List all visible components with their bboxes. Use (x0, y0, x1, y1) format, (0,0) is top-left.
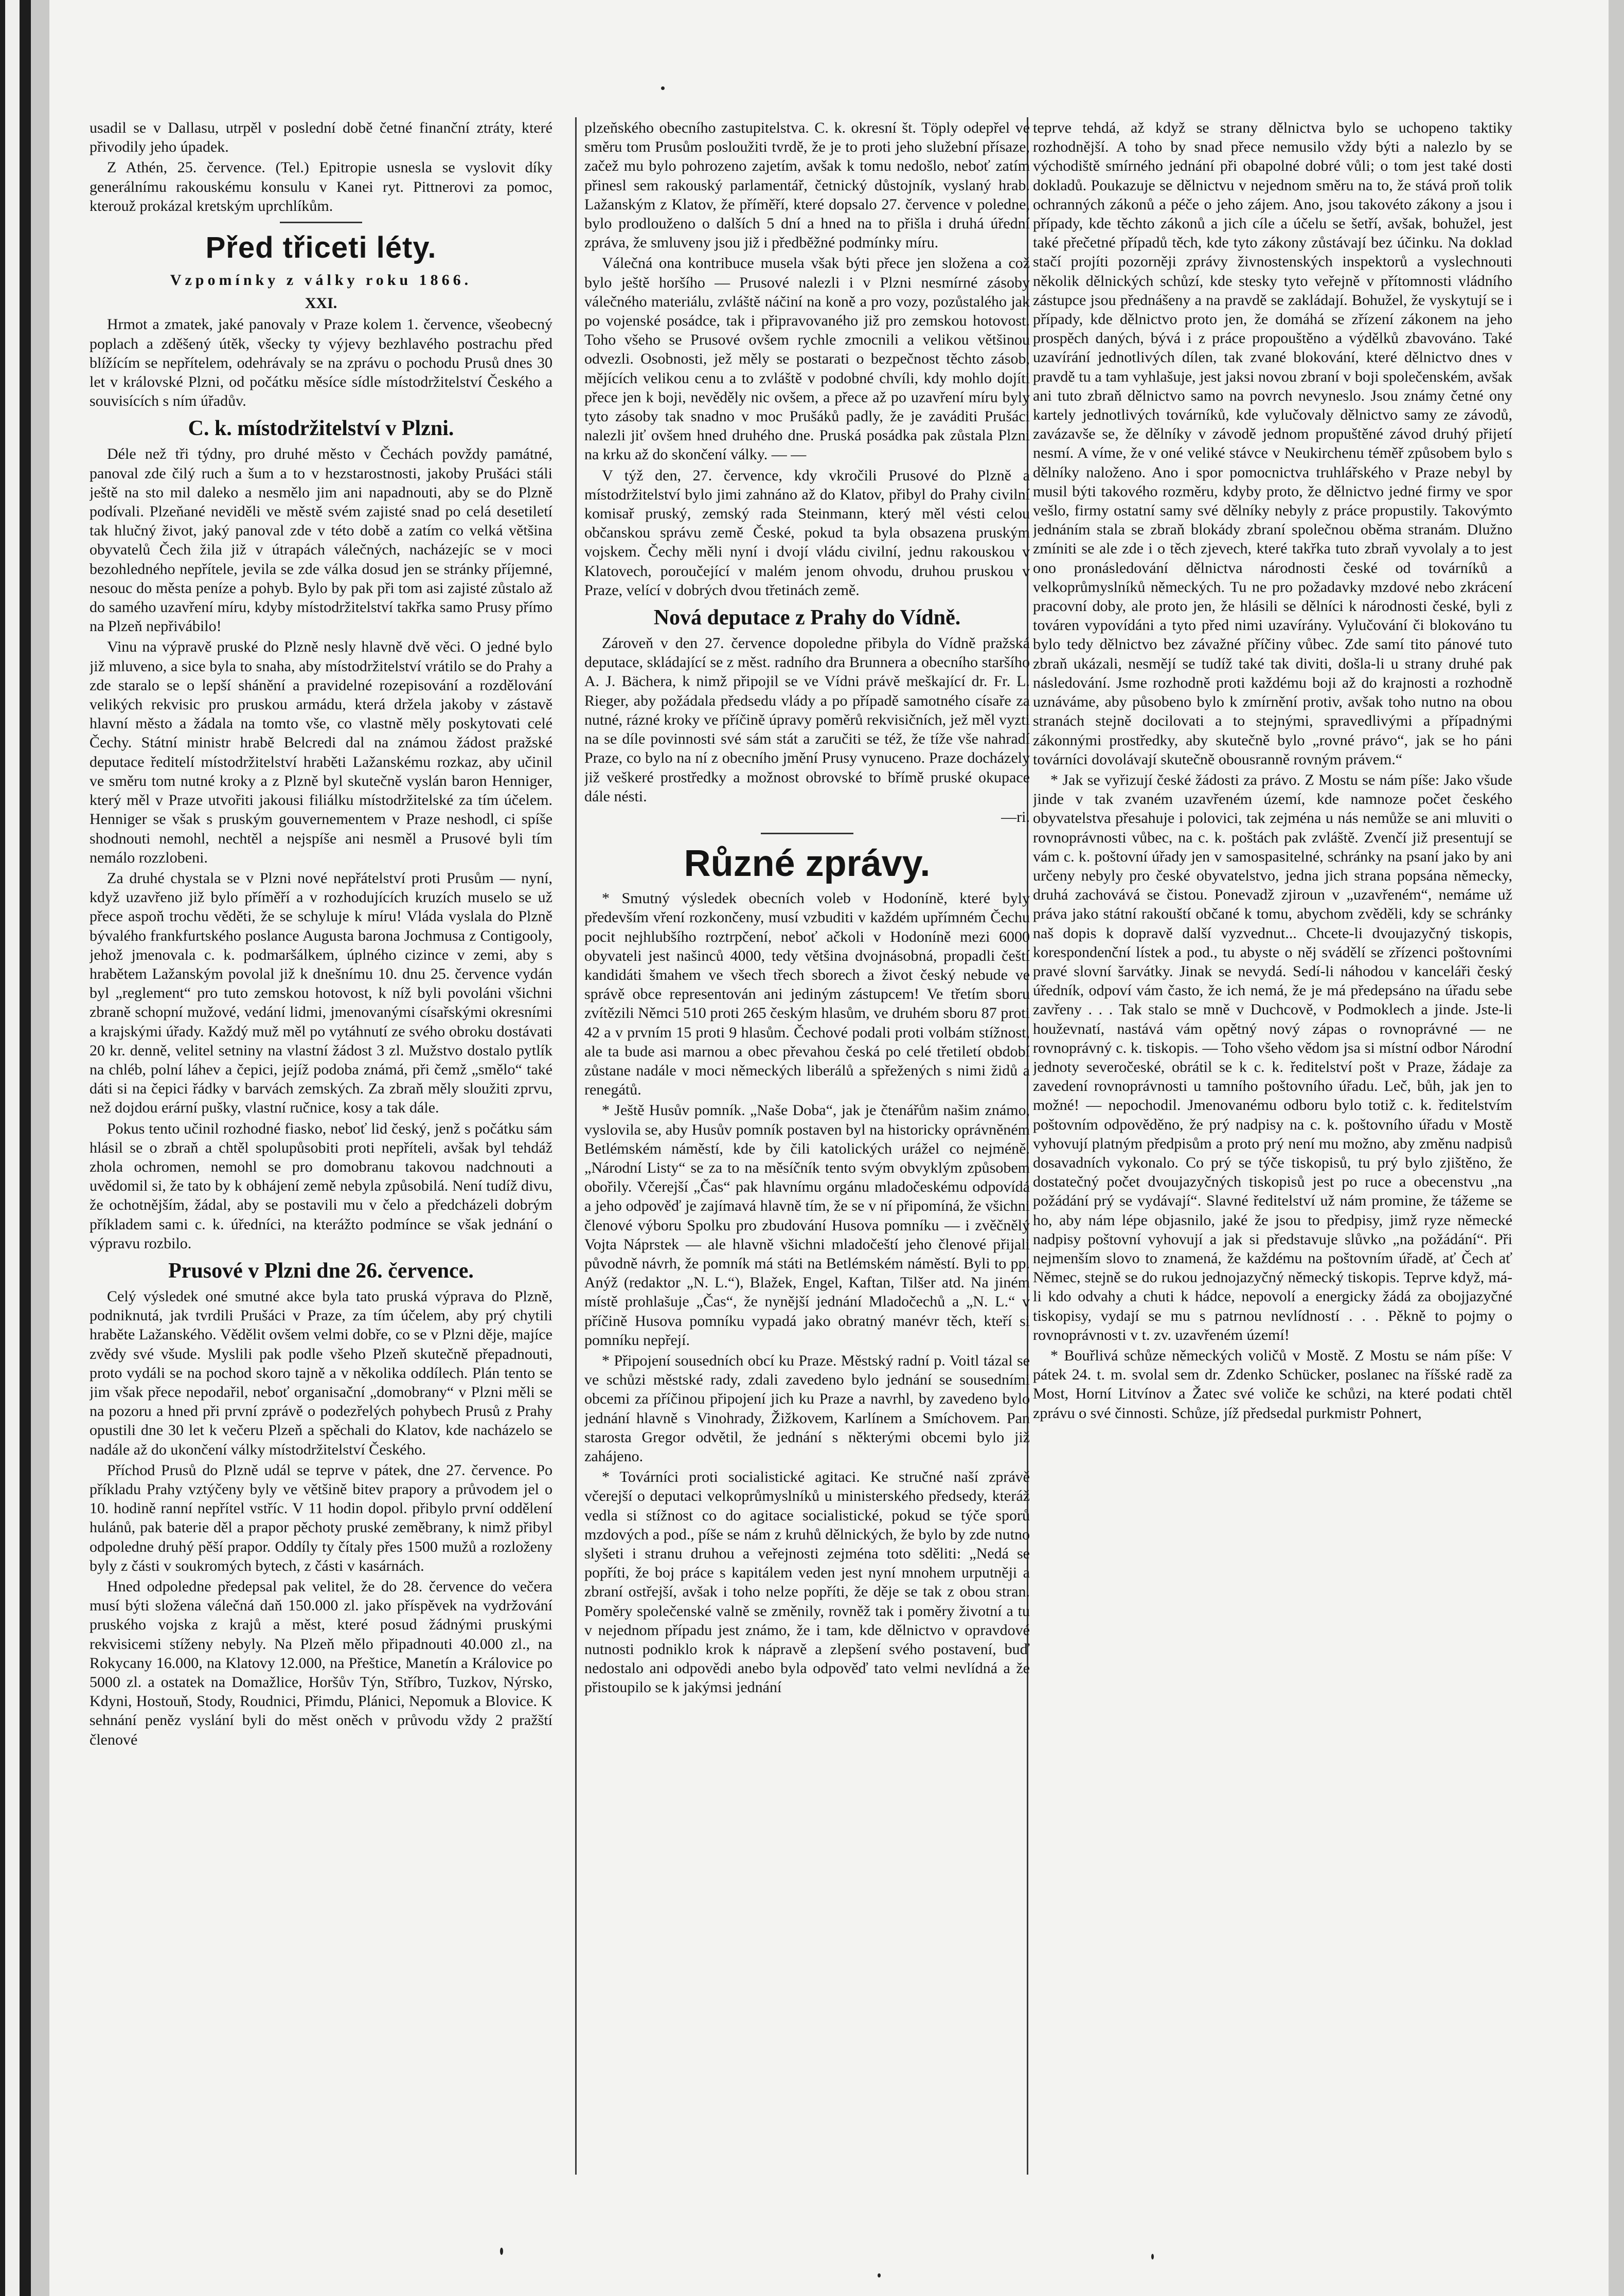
paragraph: Za druhé chystala se v Plzni nové nepřátelství proti Prusům — nyní, když uzavřeno již bylo příměří a v rozhodujících kruzích muselo se už přece aspoň trochu věděti, že se schyluje k míru! Vláda vyslala do Plzně bývalého frankfurtského poslance Augusta barona Jochmusa z Contigooly, jehož jmenovala c. k. podmaršálkem, úplného cizince v zemi, aby s hrabětem Lažanským povolal již k dnešnímu 10. dnu 25. července vydán byl „reglement“ pro tuto zemskou hotovost, k níž byli povoláni všichni zbraně schopní mužové, vedání lidmi, jmenovanými císařskými okresními a krajskými úřady. Každý muž měl po vytáhnutí ze svého obroku dostávati 20 kr. denně, velitel setniny na vlastní žádost 3 zl. Mužstvo dostalo pytlík na chléb, polní láhev a čepici, jejíž podoba známá, při čemž „smělo“ také dáti si na čepici řádky v barvách zemských. Za zbraň měly sloužiti zprvu, než dojdou erární pušky, vlastní ručnice, kosy a tak dále. (90, 869, 552, 1117)
article-part-number: XXI. (305, 295, 337, 312)
paragraph: Déle než tři týdny, pro druhé město v Čechách povždy památné, panoval zde čilý ruch a šum a to v hezstarostnosti, jakoby Prušáci stáli ještě na sto mil daleko a nesmělo jim ani napadnouti, aby se do Plzně podívali. Plzeňané neviděli ve městě svém zajisté snad po celá desetiletí tak hlučný život, jaký panoval zde v této době a zatím co velká většina obyvatelů Čech žila již v útrapách válečných, nacházejíc se v moci bezohledného nepřítele, jevila se zde válka dosud jen se stránky příjemné, nesouc do města peníze a pohyb. Bylo by pak při tom asi zajisté zůstalo až do samého uzavření míru, kdyby místodržitelství takřka samo Prusy přímo na Plzeň nepřivábilo! (90, 445, 552, 635)
paragraph: Zároveň v den 27. července dopoledne přibyla do Vídně pražská deputace, skládající se z měst. radního dra Brunnera a obecního staršího A. J. Bächera, k nimž připojil se ve Vídni právě meškající dr. Fr. L. Rieger, aby požádala předsedu vlády a po případě samotného císaře za nutné, rázné kroky ve příčině úpravy poměrů rekvisičních, jež měl vyzti na se díle povinnosti své sám stát a zaručiti se též, že tíže vše nahradí Praze, co bylo na ní z obecního jmění Prusy vynuceno. Praze docházely již veškeré prostředky a možnost obrovské to břímě pruské okupace dále nésti. (584, 635, 1030, 805)
author-signature: —ri. (1001, 808, 1030, 826)
section-heading: C. k. místodržitelství v Plzni. (188, 417, 454, 441)
column-1 (90, 118, 552, 2222)
column-3 (1033, 118, 1512, 2222)
scan-edge-prev-page (5, 0, 20, 2296)
paragraph: Celý výsledek oné smutné akce byla tato pruská výprava do Plzně, podniknutá, jak tvrdili Prušáci v Praze, za tím účelem, aby prý chytili hraběte Lažanského. Vědělit ovšem velmi dobře, co se v Plzni děje, majíce zvědy své všude. Myslili pak podle všeho Plzeň skutečně přepadnouti, proto vydáli se na pochod skoro tajně a v několika oddílech. Plán tento se jim však přece nepodařil, neboť organisační „domobrany“ v Plzni měli se na pozoru a hned při první zprávě o podezřelých pohybech Prusů z Prahy opustili dne 30 let k večeru Plzeň a spěchali do Klatov, kde nacházelo se nadále až do ukončení války místodržitelství Českého. (90, 1287, 552, 1458)
news-item: * Připojení sousedních obcí ku Praze. Městský radní p. Voitl tázal se ve schůzi městské rady, zdali zavedeno bylo jednání se sousedními obcemi za příčinou připojení jich ku Praze a navrhl, by zavedeno bylo jednání hlavně s Vinohrady, Žižkovem, Karlínem a Smíchovem. Pan starosta Gregor odvětil, že jednání s některými obcemi bylo již zahájeno. (584, 1352, 1030, 1465)
news-item: * Jak se vyřizují české žádosti za právo. Z Mostu se nám píše: Jako všude jinde v tak zvaném uzavřeném území, kde namnoze počet českého obyvatelstva přesahuje i polovici, tak zejména u nás nemůže se ani mluviti o rovnoprávnosti vůbec, na c. k. poštách pak zvláště. Zvenčí již presentují se vám c. k. poštovní úřady jen v samospasitelné, schránky na psaní jako by ani určeny nebyly pro české obyvatelstvo, jedna jich strana popsána německy, druhá zachovává se čistou. Ponevadž zjiroun v „uzavřeném“, nemáme už práva jako státní rakouští občané k tomu, abychom zvěděli, kdy se schránky naš dopis k dopravě další vyzvednut... Chcete-li dvoujazyčný tiskopis, korespondenční lístek a pod., tu abyste o něj svádělí se zřízenci poštovními pravé slovní šarvátky. Jinak se nevydá. Sedí-li náhodou v kanceláři český úředník, odpoví vám často, že ich nemá, že je má předepsáno na úřadu sebe zavřeny . . . Tak stalo se mně v Duchcově, v Podmoklech a jinde. Jste-li houževnatí, nastává vám opětný nový zápas o rovnoprávné — ne rovnoprávný c. k. tiskopis. — Toho všeho vědom jsa si místní odbor Národní jednoty severočeské, obrátil se k c. k. ředitelství pošt v Praze, žádaje za zavedení rovnoprávnosti u tamního poštovního úřadu. Leč, bůh, jak jen to možné! — nepochodil. Jmenovanému odboru bylo totiž c. k. ředitelstvím poštovním odpověděno, že prý nadpisy na c. k. poštovního úřadu v Mostě vyhovují platným předpisům a proto prý není mu možno, aby změnu nadpisů dosavadních vykonalo. Co prý se týče tiskopisů, tu prý bylo zjištěno, že dostatečný počet dvoujazyčných tiskopisů jest po ruce a obecenstvu „na požádání prý se vydávají“. Slavné ředitelství už nám promine, že tážeme se ho, aby nám lépe objasnilo, jaké že jsou to předpisy, jimž ryze německé nadpisy poštovní vyhovují a jak si představuje slůvko „na požádání“. Při nejmenším slovo to znamená, že každému na poštovním úřadě, ať Čech ať Němec, stejně se do rukou jednojazyčný německý tiskopis. Teprve když, má-li kdo odvahy a chuti k hádce, nepovolí a energicky žádá za obojjazyčné tiskopisy, vydají se mu s patrnou nevlídností . . . Pěkně to pojmy o rovnoprávnosti v t. zv. uzavřeném území! (1033, 771, 1512, 1343)
column-2 (584, 118, 1030, 2222)
column-rule-1 (575, 117, 577, 2175)
article-heading: Nová deputace z Prahy do Vídně. (653, 606, 961, 630)
paragraph: Válečná ona kontribuce musela však býti přece jen složena a což bylo ještě horšího — Prusové nalezli i v Plzni nesmírné zásoby válečného materiálu, zvláště náčiní na koně a pro vozy, pozůstalého jak po vojenské posádce, tak i připravovaného již pro zemskou hotovost. Toho všeho se Prusové ovšem rychle zmocnili a velikou většinou odvezli. Osobnosti, jež měly se postarati o bezpečnost těchto zásob, mějících velikou cenu a to zvláště v podobné chvíli, kdy mohlo dojíti přece jen k boji, nevěděly nic ovšem, a přece až po uzavření míru byly tyto zásoby tak snadno v moc Prušáků padly, že je zaváditi Prušáci nalezli jiť ovšem hned druhého dne. Pruská posádka pak zůstala Plzni na krku až do skončení války. — — (584, 255, 1030, 463)
article-subheading: Vzpomínky z války roku 1866. (170, 272, 472, 289)
news-item: * Smutný výsledek obecních voleb v Hodoníně, které byly především vření rozkončeny, musí vzbuditi v každém upřímném Čechu pocit nejhlubšího roztrpčení, neboť ačkoli v Hodoníně mezi 6000 obyvateli jest našinců 4000, tedy většina dvojnásobná, propadli čeští kandidáti šmahem ve všech třech sborech a život český nebude ve správě obce representován ani jediným zástupcem! Ve třetím sboru zvítězili Němci 510 proti 265 českým hlasům, ve druhém sboru 87 proti 42 a v prvním 15 proti 9 hlasům. Čechové podali proti volbám stížnost, ale ta bude asi marnou a obec převahou česká po celé třetiletí období zůstane nadále v moci německých liberálů a spřežených s nimi židů a renegátů. (584, 890, 1030, 1099)
divider (761, 833, 853, 834)
news-item: * Továrníci proti socialistické agitaci. Ke stručné naší zprávě včerejší o deputaci velkoprůmyslníků u ministerského předsedy, kteráž vedla si stížnost co do agitace socialistické, pokud se týče sporů mzdových a pod., píše se nám z kruhů dělnických, že bylo by zde nutno slyšeti i stranu druhou a veřejnosti zejména toto sděliti: „Nedá se popříti, že boj práce s kapitálem veden jest nyní mnohem urputněji a zbraní ostřejší, avšak i toho nelze popříti, že děje se tak z obou stran. Poměry společenské valně se změnily, rovněž tak i poměry životní a tu v nejednom případu jest známo, že i tam, kde dělnictvo v opravdové nutnosti podniklo krok k nápravě a zlepšení svého postavení, buď nedostalo ani odpovědi anebo byla odpověď tato velmi nevlídná a že přistoupilo se k jakýmsi jednání (584, 1468, 1030, 1696)
news-item: * Ještě Husův pomník. „Naše Doba“, jak je čtenářům našim známo, vyslovila se, aby Husův pomník postaven byl na historicky oprávněném Betlémském náměstí, kde by čili katolických urážel co nejméně. „Národní Listy“ se za to na měsíčník tento svým obvyklým způsobem obořily. Včerejší „Čas“ pak hlavnímu orgánu mladočeskému odpovídá a jeho odpověď je zajímavá hlavně tím, že se v ní připomíná, že všichni členové výboru Spolku pro zbudování Husova pomníku — i zvěčnělý Vojta Náprstek — ale hlavně všichni mladočeští jeho členové přijali původně návrh, že pomník má státi na Betlémském náměstí. Byli to pp. Anýž (redaktor „N. L.“), Blažek, Engel, Kaftan, Tilšer atd. Na jiném místě prohlašuje „Čas“, že nynější jednání Mladočechů a „N. L.“ v příčině Husova pomníku vypadá jako obratný manévr těch, kteří si pomníku nepřejí. (584, 1102, 1030, 1349)
divider (280, 222, 362, 223)
paragraph: Příchod Prusů do Plzně udál se teprve v pátek, dne 27. července. Po příkladu Prahy vztýčeny byly ve většině bitev prapory a průvodem jel o 10. hodině ranní nepřítel vstříc. V 11 hodin dopol. přibylo první oddělení hulánů, pak baterie děl a prapor pěchoty pruské zeměbrany, k nimž přibyl odpoledne druhý pěší prapor. Oddíly ty čítaly přes 1500 mužů a rozloženy byly z části v soukromých bytech, z části v kasárnách. (90, 1461, 552, 1574)
paragraph: Hned odpoledne předepsal pak velitel, že do 28. července do večera musí býti složena válečná daň 150.000 zl. jako příspěvek na vydržování pruského vojska z krajů a měst, které posud žádnými pruskými rekvisicemi stíženy nebyly. Na Plzeň mělo připadnouti 40.000 zl., na Rokycany 16.000, na Klatovy 12.000, na Přeštice, Manetín a Královice po 5000 zl. a ostatek na Domažlice, Horšův Týn, Stříbro, Tuzkov, Nýrsko, Kdyni, Hostouň, Stody, Roudnici, Přimdu, Plánici, Nepomuk a Blovice. K sehnání peněz vyslání byli do měst oněch v průvodu vždy 2 pražští členové (90, 1578, 552, 1748)
paragraph: teprve tehdá, až když se strany dělnictva bylo se uchopeno taktiky rozhodnější. A toho by snad přece nemusilo vždy býti a nalezlo by se východiště smírného jednání při obapolné dobré vůli; o tom jest také dosti dokladů. Poukazuje se dělnictvu v nejednom směru na to, že stává proň tolik ochranných zákonů a péče o jeho zájem. Ano, jsou takovéto zákony a jsou i případy, kde těchto zákonů a jich cíle a účelu se šetří, avšak, bohužel, jest také přečetné případů těch, kde tyto zákony zůstávají bez účinku. Na doklad stačí projíti pozorněji zprávy živnostenských inspektorů a vyslechnouti několik dělnických schůzí, kde stesky tyto veřejně v přítomnosti vládního zástupce jsou přednášeny a na pravdě se zakládají. Bohužel, že vyskytují se i případy, kde dělnictvo proto jen, že domáhá se zřízení zákonem na jeho prospěch daných, bývá i z práce propouštěno a výdělků zbavováno. Také uzavírání jednotlivých dílen, tak zvané blokování, které dělnictvo dnes v pravdě tu a tam vyhlašuje, jest jaksi novou zbraní v boji společenském, avšak ani tuto zbraň dělnictvo samo na povrch nevyneslo. Jsou známy četné ony kartely jednotlivých továrníků, kde vylučovaly dělnictvo samy ze závodů, zavázavše se, že dělníky v závodě jednom propuštěné závod druhý přijetí nesmí. A víme, že v oné veliké stávce v Neukirchenu téměř způsobem bylo s dělníky naloženo. Ano i spor pomocnictva truhlářského v Praze nebyl by musil býti takového rozměru, kdyby proto, že dělnictvo jedné firmy ve spor vešlo, firmy ostatní samy své dělníky nebyly z práce propustily. Takovýmto jednáním stala se zbraň blokády zbraní společnou oběma stranám. Dlužno zmíniti se ale zde i o těch zjevech, které takřka tuto zbraň vyvolaly a to jest ono pronásledování dělnictva národnosti české od továrníků a velkoprůmyslníků německých. Tu ne pro požadavky mzdové nebo zkrácení pracovní doby, ale proto jen, že hlásili se dělníci k národnosti české, byli z továren vypovídáni a tyto před nimi uzavírány. Vylučování či blokováno tu bylo tedy dělnictvo bez závažné příčiny vůbec. Zde samí tito pánové tuto zbraň ukázali, nesmějí se tudíž také tak diviti, došla-li u strany druhé pak následování. Jsme rozhodně proti každému boji až do krajnosti a rozhodně uznáváme, aby působeno bylo k zmírnění protiv, avšak toho nutno na obou stranách stejně docilovati a to stejnými, spravedlivými a případnými zákonnými prostředky, aby skutečně bylo „rovné právo“, jak se ho páni továrníci dovolávají skutečně obousranně rovným právem.“ (1033, 119, 1512, 768)
paragraph: plzeňského obecního zastupitelstva. C. k. okresní št. Töply odepřel ve směru tom Prusům posloužiti tvrdě, že je to proti jeho služební přísaze, začež mu bylo pohrozeno zajetím, avšak k tomu nedošlo, neboť zatím přinesl sem rakouský parlamentář, četnický důstojník, vyslaný hrab. Lažanským z Klatov, že příměří, které dopsalo 27. července v poledne, bylo prodlouženo o dalších 5 dní a hned na to přišla i druhá úřední zpráva, že smluveny jsou již i předběžné podmínky míru. (584, 119, 1030, 252)
paragraph: Z Athén, 25. července. (Tel.) Epitropie usnesla se vyslovit díky generálnímu rakouskému konsulu v Kanei ryt. Pittnerovi za pomoc, kterouž prokázal kretským uprchlíkům. (90, 159, 552, 214)
paragraph: Hrmot a zmatek, jaké panovaly v Praze kolem 1. července, všeobecný poplach a zděšený útěk, všecky ty výjevy bezhlavého postrachu před blížícím se nepřítelem, odehrávaly se na zprávu o pochodu Prusů dnes 30 let v královské Plzni, od počátku měsíce sídle místodržitelství Českého a souvisících s ním úřadův. (90, 316, 552, 410)
article-heading: Před třiceti léty. (205, 231, 437, 265)
section-title: Různé zprávy. (684, 843, 931, 885)
paragraph: Pokus tento učinil rozhodné fiasko, neboť lid český, jenž s počátku sám hlásil se o zbraň a chtěl spolupůsobiti proti nepříteli, avšak byl tehdáž zhola ochromen, nemohl se pro domobranu takovou nadchnouti a uvědomil si, že tato by k obhájení země nebyla způsobilá. Není tudíž divu, že ochotnějším, žádal, aby se postavili mu v čelo a předcházeli dobrým příkladem sami c. k. úředníci, na kterážto podmínce se však jednání o výpravu rozbilo. (90, 1120, 552, 1252)
paragraph: usadil se v Dallasu, utrpěl v poslední době četné finanční ztráty, které přivodily jeho úpadek. (90, 119, 552, 156)
section-heading: Prusové v Plzni dne 26. července. (168, 1259, 474, 1283)
paragraph: V týž den, 27. července, kdy vkročili Prusové do Plzně a místodržitelství bylo jimi zahnáno až do Klatov, přibyl do Prahy civilní komisař pruský, zemský rada Steinmann, který měl vésti celou občanskou správu země České, pokud ta byla obsazena pruským vojskem. Čechy měli nyní i dvojí vládu civilní, jednu rakouskou v Klatovech, poroučející v malém jenom ohvodu, druhou pruskou v Praze, velící v dobrých dvou třetinách země. (584, 467, 1030, 599)
news-item: * Bouřlivá schůze německých voličů v Mostě. Z Mostu se nám píše: V pátek 24. t. m. svolal sem dr. Zdenko Schücker, poslanec na říšské radě za Most, Horní Litvínov a Žatec své voliče ke schůzi, na které podati chtěl zprávu o své činnosti. Schůze, jíž předsedal purkmistr Pohnert, (1033, 1347, 1512, 1422)
paragraph: Vinu na výpravě pruské do Plzně nesly hlavně dvě věci. O jedné bylo již mluveno, a sice byla to snaha, aby místodržitelství vrátilo se do Prahy a zde staralo se o lepší shánění a pravidelné rozepisování a rozdělování velikých rekvisic pro pruskou armádu, která držela jakoby v zástavě hlavní město a žádala na tomto vše, co vlastně měly poskytovati celé Čechy. Státní ministr hrabě Belcredi dal na známou žádost pražské deputace ředitelí místodržitelství hraběti Lažanskému rozkaz, aby učinil ve směru tom nutné kroky a z Plzně byl skutečně vyslán baron Henniger, který měl v Praze utvořiti jakousi filiálku místodržitelské za tím účelem. Henniger se však s pruským gouvernementem v Praze neshodl, ci spíše shodnouti nemohl, nechtěl a nejspíše ani nesměl a Prusové byli tím nemálo rozzlobeni. (90, 638, 552, 866)
